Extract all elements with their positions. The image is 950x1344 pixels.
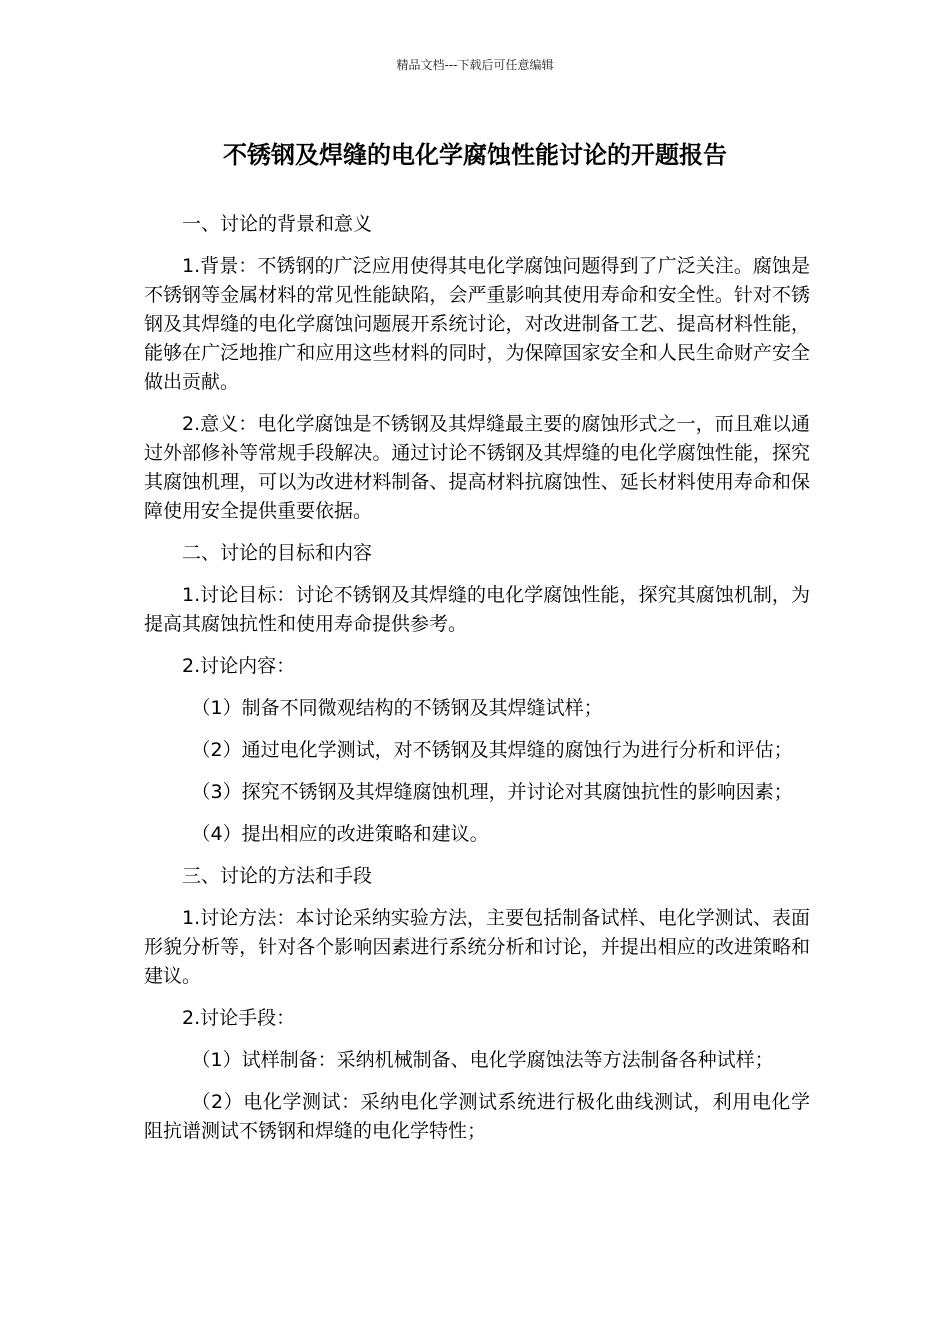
paragraph-content-heading: 2.讨论内容： — [182, 655, 296, 677]
list-item-means-1: （1）试样制备：采纳机械制备、电化学腐蚀法等方法制备各种试样； — [191, 1049, 774, 1071]
paragraph-means-heading: 2.讨论手段： — [182, 1007, 296, 1029]
document-title: 不锈钢及焊缝的电化学腐蚀性能讨论的开题报告 — [223, 141, 727, 169]
list-item-content-3: （3）探究不锈钢及其焊缝腐蚀机理，并讨论对其腐蚀抗性的影响因素； — [191, 781, 793, 803]
header-note: 精品文档---下载后可任意编辑 — [396, 58, 554, 72]
paragraph-goal: 1.讨论目标：讨论不锈钢及其焊缝的电化学腐蚀性能，探究其腐蚀机制，为提高其腐蚀抗性和使用寿命提供参考。 — [144, 584, 810, 635]
section-heading-goals: 二、讨论的目标和内容 — [182, 542, 373, 564]
document-body — [144, 210, 810, 1159]
paragraph-method: 1.讨论方法：本讨论采纳实验方法，主要包括制备试样、电化学测试、表面形貌分析等，针对各个影响因素进行系统分析和讨论，并提出相应的改进策略和建议。 — [144, 907, 810, 987]
paragraph-significance: 2.意义：电化学腐蚀是不锈钢及其焊缝最主要的腐蚀形式之一，而且难以通过外部修补等常规手段解决。通过讨论不锈钢及其焊缝的电化学腐蚀性能，探究其腐蚀机理，可以为改进材料制备、提高材料抗腐蚀性、延长材料使用寿命和保障使用安全提供重要依据。 — [144, 413, 810, 522]
list-item-content-4: （4）提出相应的改进策略和建议。 — [191, 823, 489, 845]
list-item-content-1: （1）制备不同微观结构的不锈钢及其焊缝试样； — [191, 697, 603, 719]
list-item-content-2: （2）通过电化学测试，对不锈钢及其焊缝的腐蚀行为进行分析和评估； — [191, 739, 793, 761]
list-item-means-2: （2）电化学测试：采纳电化学测试系统进行极化曲线测试，利用电化学阻抗谱测试不锈钢和焊缝的电化学特性； — [144, 1091, 810, 1142]
section-heading-background: 一、讨论的背景和意义 — [182, 213, 373, 235]
section-heading-methods: 三、讨论的方法和手段 — [182, 865, 373, 887]
paragraph-background: 1.背景：不锈钢的广泛应用使得其电化学腐蚀问题得到了广泛关注。腐蚀是不锈钢等金属材料的常见性能缺陷，会严重影响其使用寿命和安全性。针对不锈钢及其焊缝的电化学腐蚀问题展开系统讨论，对改进制备工艺、提高材料性能，能够在广泛地推广和应用这些材料的同时，为保障国家安全和人民生命财产安全做出贡献。 — [144, 255, 810, 393]
